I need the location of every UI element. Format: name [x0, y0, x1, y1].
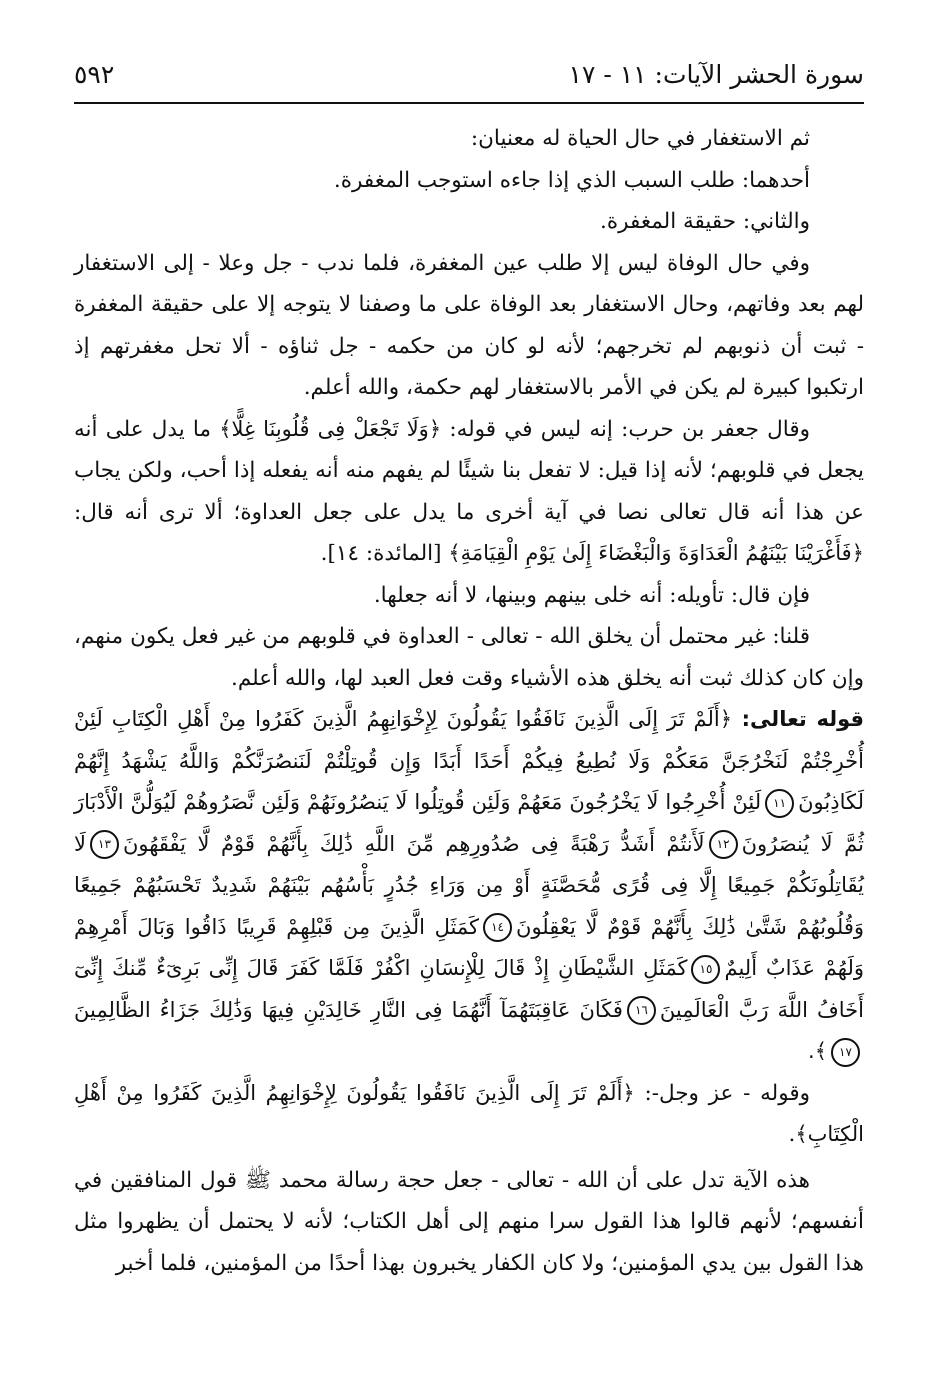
- verse-text: فَكَانَ عَاقِبَتَهُمَآ أَنَّهُمَا فِى النَّارِ خَالِدَيْنِ فِيهَا وَذَٰلِكَ جَزَاءُ الظَّالِمِينَ: [74, 997, 623, 1022]
- verse-lead: قوله تعالى:: [732, 707, 865, 731]
- verse-text: كَمَثَلِ الشَّيْطَانِ إِذْ قَالَ لِلْإِنسَانِ اكْفُرْ فَلَمَّا كَفَرَ قَالَ إِنِّى بَرِىٓءٌ مِّنكَ إِنِّىٓ أَخَافُ اللَّهَ رَبَّ الْعَالَمِينَ: [74, 956, 864, 1022]
- paragraph: وفي حال الوفاة ليس إلا طلب عين المغفرة، فلما ندب - جل وعلا - إلى الاستغفار لهم بعد وفاتهم، وحال الاستغفار بعد الوفاة على ما وصفنا لا يتوجه إلا على حقيقة المغفرة - ثبت أن ذنوبهم لم تخرجهم؛ لأنه لو كان من حكمه - جل ثناؤه - ألا تحل مغفرتهم إذ ارتكبوا كبيرة لم يكن في الأمر بالاستغفار لهم حكمة، والله أعلم.: [74, 250, 864, 400]
- verse-text: لَئِنْ أُخْرِجُوا لَا يَخْرُجُونَ مَعَهُمْ وَلَئِن قُوتِلُوا لَا يَنصُرُونَهُمْ وَلَئِن نَّصَرُوهُمْ لَيُوَلُّنَّ الْأَدْبَارَ ثُمَّ لَا يُنصَرُونَ: [74, 790, 864, 856]
- paragraph: [74, 409, 864, 575]
- paragraph: هذه الآية تدل على أن الله - تعالى - جعل حجة رسالة محمد ﷺ قول المنافقين في أنفسهم؛ لأنهم قالوا هذا القول سرا منهم إلى أهل الكتاب؛ لأنه لا يحتمل أن يظهروا مثل هذا القول بين يدي المؤمنين؛ ولا كان الكفار يخبرون بهذا أحدًا من المؤمنين، فلما أخبر: [74, 1167, 864, 1276]
- quran-quote: ﴿وَلَا تَجْعَلْ فِى قُلُوبِنَا غِلًّا﴾: [219, 416, 442, 441]
- paragraph: فإن قال: تأويله: أنه خلى بينهم وبينها، لا أنه جعلها.: [373, 582, 810, 608]
- ayah-number-marker: ١٤: [483, 913, 512, 942]
- ayah-number-marker: ١٣: [90, 830, 119, 859]
- quran-quote: ﴿فَأَغْرَيْنَا بَيْنَهُمُ الْعَدَاوَةَ وَالْبَغْضَاءَ إِلَىٰ يَوْمِ الْقِيَامَةِ﴾: [448, 541, 864, 565]
- verse-text: لَا يُقَاتِلُونَكُمْ جَمِيعًا إِلَّا فِى قُرًى مُّحَصَّنَةٍ أَوْ مِن وَرَاءِ جُدُرٍ بَأْسُهُم بَيْنَهُمْ شَدِيدٌ تَحْسَبُهُمْ جَمِيعًا وَقُلُوبُهُمْ شَتَّىٰ ذَٰلِكَ بِأَنَّهُمْ قَوْمٌ لَّا يَعْقِلُونَ: [74, 831, 864, 939]
- verse-text: لَأَنتُمْ أَشَدُّ رَهْبَةً فِى صُدُورِهِم مِّنَ اللَّهِ ذَٰلِكَ بِأَنَّهُمْ قَوْمٌ لَّا يَفْقَهُونَ: [122, 831, 705, 856]
- ayah-number-marker: ١١: [765, 789, 794, 818]
- paragraph: ثم الاستغفار في حال الحياة له معنيان:: [470, 126, 810, 151]
- text-segment: وقوله - عز وجل-:: [634, 1080, 810, 1106]
- page-number: ٥٩٢: [74, 60, 115, 89]
- ayah-number-marker: ١٦: [627, 996, 656, 1025]
- paragraph: قلنا: غير محتمل أن يخلق الله - تعالى - العداوة في قلوبهم من غير فعل يكون منهم، وإن كان كذلك ثبت أنه يخلق هذه الأشياء وقت فعل العبد لها، والله أعلم.: [74, 624, 864, 691]
- paragraph: والثاني: حقيقة المغفرة.: [600, 209, 810, 234]
- verse-text: ﴿أَلَمْ تَرَ إِلَى الَّذِينَ نَافَقُوا يَقُولُونَ لِإِخْوَانِهِمُ الَّذِينَ كَفَرُوا مِنْ أَهْلِ الْكِتَابِ لَئِنْ أُخْرِجْتُمْ لَنَخْرُجَنَّ مَعَكُمْ وَلَا نُطِيعُ فِيكُمْ أَحَدًا أَبَدًا وَإِن قُوتِلْتُمْ لَنَنصُرَنَّكُمْ وَاللَّهُ يَشْهَدُ إِنَّهُمْ لَكَاذِبُونَ: [74, 707, 864, 814]
- verse-block: [74, 699, 864, 1073]
- quran-quote: ﴿أَلَمْ تَرَ إِلَى الَّذِينَ نَافَقُوا يَقُولُونَ لِإِخْوَانِهِمُ الَّذِينَ كَفَرُوا مِنْ أَهْلِ الْكِتَابِ﴾: [74, 1080, 864, 1146]
- running-title: سورة الحشر الآيات: ١١ - ١٧: [568, 60, 864, 89]
- text-segment: .: [788, 1122, 796, 1147]
- ayah-number-marker: ١٧: [831, 1038, 860, 1067]
- text-segment: [المائدة: ١٤].: [320, 541, 449, 566]
- page-header: [74, 52, 864, 104]
- paragraph: أحدهما: طلب السبب الذي إذا جاءه استوجب المغفرة.: [333, 167, 810, 193]
- ayah-number-marker: ١٢: [709, 830, 738, 859]
- verse-end: ﴾.: [808, 1039, 827, 1063]
- page-body: [74, 118, 864, 1284]
- text-segment: وقال جعفر بن حرب: إنه ليس في قوله:: [441, 416, 810, 442]
- ayah-number-marker: ١٥: [691, 955, 720, 984]
- verse-text: كَمَثَلِ الَّذِينَ مِن قَبْلِهِمْ قَرِيبًا ذَاقُوا وَبَالَ أَمْرِهِمْ وَلَهُمْ عَذَابٌ أَلِيمٌ: [74, 914, 864, 980]
- text-segment: ما يدل على أنه يجعل في قلوبهم؛ لأنه إذا قيل: لا تفعل بنا شيئًا لم يفهم منه أنه يفعله إذا أحب، ولكن يجاب عن هذا أنه قال تعالى نصا في آية أخرى ما يدل على جعل العداوة؛ ألا ترى أنه قال:: [74, 416, 865, 525]
- paragraph: [74, 1073, 864, 1156]
